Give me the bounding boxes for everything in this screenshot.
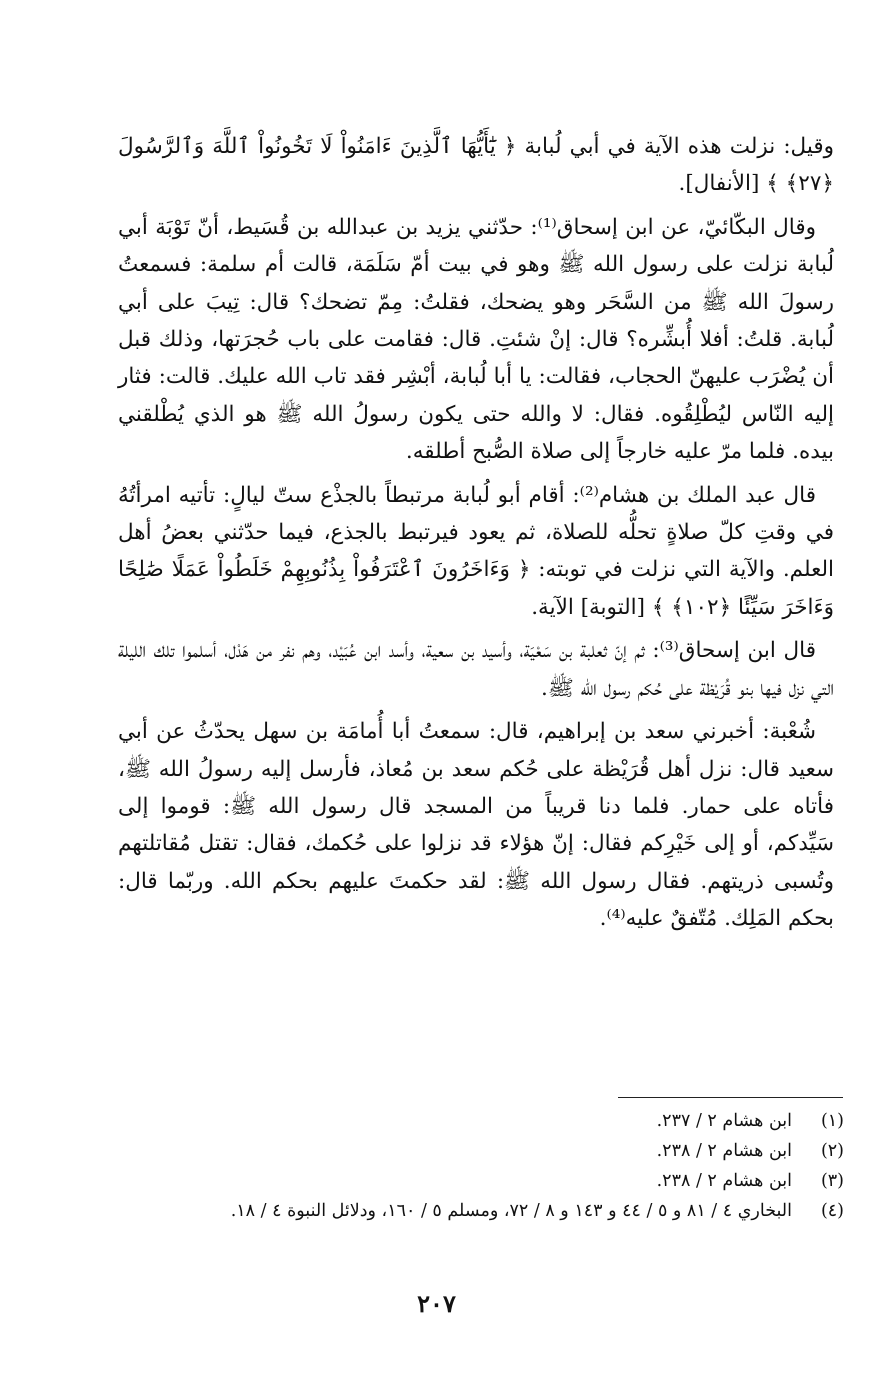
footnote-4 xyxy=(118,1196,844,1226)
paragraph-1: وقيل: نزلت هذه الآية في أبي لُبابة ﴿ يَٰٓأَيُّهَا ٱلَّذِينَ ءَامَنُواْ لَا تَخُونُواْ ٱللَّهَ وَٱلرَّسُولَ ﴿٢٧﴾ ﴾ [الأنفال]. xyxy=(118,134,834,197)
paragraph-5: شُعْبة: أخبرني سعد بن إبراهيم، قال: سمعتُ أبا أُمامَة بن سهل يحدّثُ عن أبي سعيد قال: نزل أهل قُرَيْظة على حُكم سعد بن مُعاذ، فأرسل إليه رسولُ الله ﷺ، فأتاه على حمار. فلما دنا قريباً من المسجد قال رسول الله ﷺ: قوموا إلى سَيِّدكم، أو إلى خَيْرِكم فقال: إنّ هؤلاء قد نزلوا على حُكمك، فقال: تقتل مُقاتلتهم وتُسبى ذريتهم. فقال رسول الله ﷺ: لقد حكمتَ عليهم بحكم الله. وربّما قال: بحكم المَلِك. مُتّفقٌ عليه⁽⁴⁾. xyxy=(118,719,834,932)
page-number: ٢٠٧ xyxy=(417,1289,456,1318)
footnote-divider xyxy=(618,1097,843,1098)
footnote-3 xyxy=(118,1166,844,1196)
footnote-number: (٢) xyxy=(820,1141,844,1161)
footnote-2 xyxy=(118,1136,844,1166)
footnote-text: ابن هشام ٢ / ٢٣٨. xyxy=(656,1171,792,1191)
paragraph-2: وقال البكّائيّ، عن ابن إسحاق⁽¹⁾: حدّثني يزيد بن عبدالله بن قُسَيط، أنّ تَوْبَة أبي لُبابة نزلت على رسول الله ﷺ وهو في بيت أمّ سَلَمَة، قالت أم سلمة: فسمعتُ رسولَ الله ﷺ من السَّحَر وهو يضحك، فقلتُ: مِمّ تضحك؟ قال: تِيبَ على أبي لُبابة. قلتُ: أفلا أُبشِّره؟ قال: إنْ شئتِ. قال: فقامت على باب حُجرَتها، وذلك قبل أن يُضْرَب عليهنّ الحجاب، فقالت: يا أبا لُبابة، أبْشِر فقد تاب الله عليك. قالت: فثار إليه النّاس ليُطْلِقُوه. فقال: لا والله حتى يكون رسولُ الله ﷺ هو الذي يُطْلقني بيده. فلما مرّ عليه خارجاً إلى صلاة الصُّبح أطلقه. xyxy=(118,214,834,465)
footnote-text: البخاري ٤ / ٨١ و ٥ / ٤٤ و ١٤٣ و ٨ / ٧٢، ومسلم ٥ / ١٦٠، ودلائل النبوة ٤ / ١٨. xyxy=(230,1201,792,1221)
footnote-number: (١) xyxy=(820,1111,844,1131)
footnote-number: (٣) xyxy=(820,1171,844,1191)
paragraph-4: قال ابن إسحاق⁽³⁾: ثم إنّ ثعلبة بن سَعْيَة، وأسيد بن سعية، وأسد ابن عُبَيْد، وهم نفر من هَدْل، أسلموا تلك الليلة التي نزل فيها بنو قُرَيْظة على حُكم رسول الله ﷺ. xyxy=(118,638,834,701)
footnote-number: (٤) xyxy=(820,1201,844,1221)
paragraph-3: قال عبد الملك بن هشام⁽²⁾: أقام أبو لُبابة مرتبطاً بالجذْع ستّ ليالٍ: تأتيه امرأتُهُ في وقتِ كلّ صلاةٍ تحلُّه للصلاة، ثم يعود فيرتبط بالجذع، فيما حدّثني بعضُ أهل العلم. والآية التي نزلت في توبته: ﴿ وَءَاخَرُونَ ٱعْتَرَفُواْ بِذُنُوبِهِمْ خَلَطُواْ عَمَلًا صَٰلِحًا وَءَاخَرَ سَيِّئًا ﴿١٠٢﴾ ﴾ [التوبة] الآية. xyxy=(118,482,834,620)
footnote-1 xyxy=(118,1106,844,1136)
main-text xyxy=(118,128,834,944)
footnote-text: ابن هشام ٢ / ٢٣٨. xyxy=(656,1141,792,1161)
footnote-text: ابن هشام ٢ / ٢٣٧. xyxy=(656,1111,792,1131)
footnotes xyxy=(118,1106,844,1226)
